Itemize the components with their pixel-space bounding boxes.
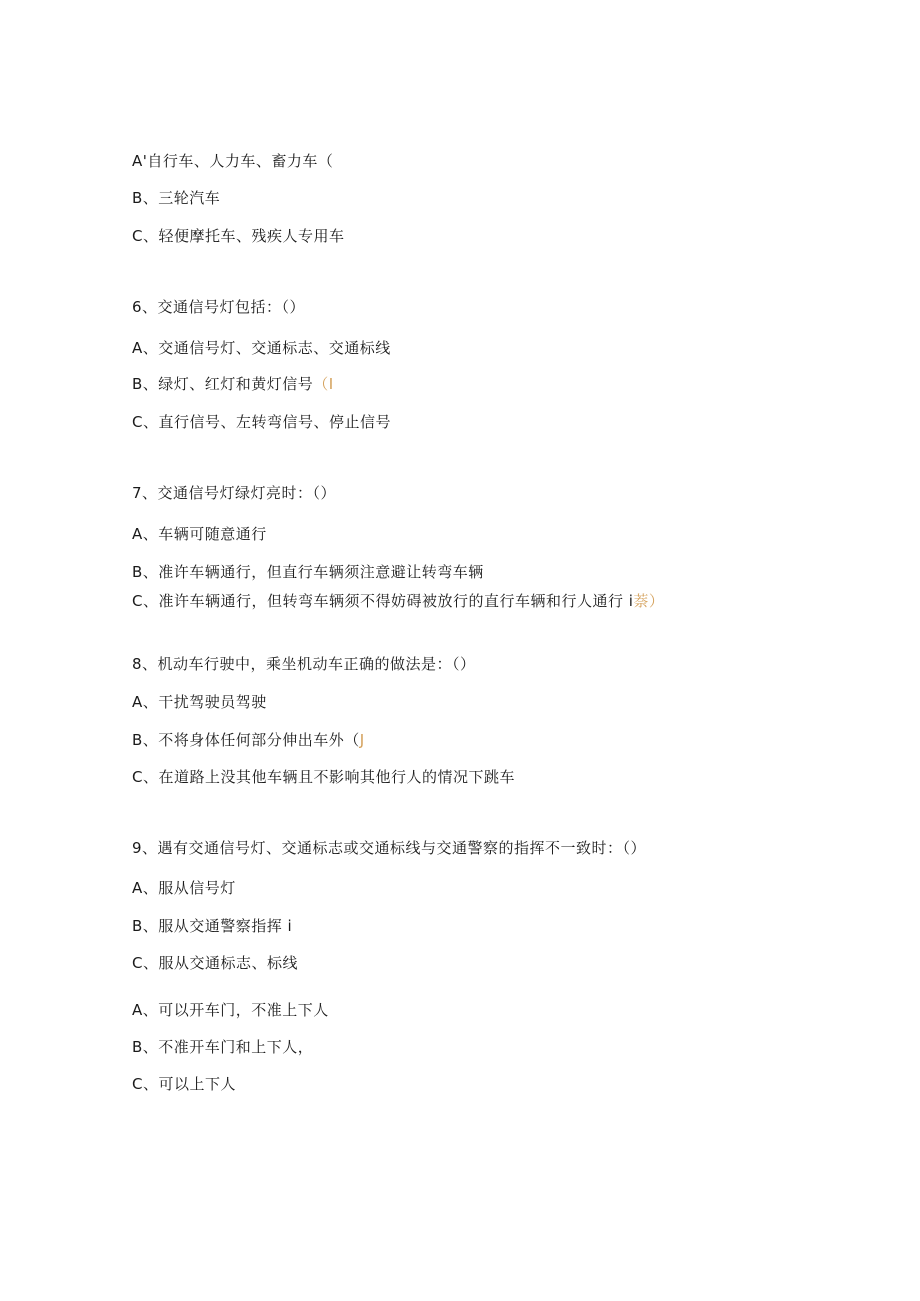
- q5-option-c-text: C、轻便摩托车、残疾人专用车: [132, 227, 345, 245]
- q8-question-text: 8、机动车行驶中，乘坐机动车正确的做法是：（）: [132, 655, 476, 673]
- q10-option-b: [132, 1037, 313, 1057]
- q8-option-a: [132, 692, 267, 712]
- q7-option-c: [132, 591, 664, 611]
- q10-option-b-text: B、不准开车门和上下人，: [132, 1038, 314, 1056]
- q7-question-text: 7、交通信号灯绿灯亮时：（）: [132, 484, 337, 502]
- q7-option-a-text: A、车辆可随意通行: [132, 525, 267, 543]
- q6-option-b: [132, 374, 334, 394]
- q9-option-b-text: B、服从交通警察指挥 i: [132, 917, 293, 935]
- q9-option-a: [132, 878, 236, 898]
- q10-option-a: [132, 1000, 329, 1020]
- q7-option-c-answer-mark: 萘）: [633, 592, 665, 610]
- q9-option-c: [132, 953, 298, 973]
- q5-option-a-text: A'自行车、人力车、畜力车（: [132, 152, 334, 170]
- q8-option-b-answer-mark: J: [359, 731, 365, 749]
- q10-option-c: [132, 1074, 236, 1094]
- q6-option-c-text: C、直行信号、左转弯信号、停止信号: [132, 413, 391, 431]
- q7-option-c-text: C、准许车辆通行，但转弯车辆须不得妨碍被放行的直行车辆和行人通行 i: [132, 592, 634, 610]
- q8-option-c-text: C、在道路上没其他车辆且不影响其他行人的情况下跳车: [132, 768, 515, 786]
- q8-option-b-text: B、不将身体任何部分伸出车外（: [132, 731, 360, 749]
- q8-question: [132, 654, 476, 674]
- q10-option-c-text: C、可以上下人: [132, 1075, 236, 1093]
- q5-option-c: [132, 226, 344, 246]
- q7-option-b-text: B、准许车辆通行，但直行车辆须注意避让转弯车辆: [132, 563, 484, 581]
- q6-question: [132, 297, 305, 317]
- q9-option-b: [132, 916, 292, 936]
- q7-option-b: [132, 562, 484, 582]
- q6-option-a: [132, 338, 391, 358]
- q5-option-b-text: B、三轮汽车: [132, 189, 221, 207]
- q6-option-a-text: A、交通信号灯、交通标志、交通标线: [132, 339, 391, 357]
- q10-option-a-text: A、可以开车门，不准上下人: [132, 1001, 329, 1019]
- q5-option-b: [132, 188, 220, 208]
- q6-option-b-text: B、绿灯、红灯和黄灯信号: [132, 375, 314, 393]
- q5-option-a: [132, 151, 333, 171]
- q6-option-c: [132, 412, 391, 432]
- q9-question: [132, 838, 646, 858]
- q7-option-a: [132, 524, 267, 544]
- q9-question-text: 9、遇有交通信号灯、交通标志或交通标线与交通警察的指挥不一致时：（）: [132, 839, 647, 857]
- q8-option-c: [132, 767, 515, 787]
- q6-option-b-answer-mark: （I: [313, 375, 334, 393]
- q9-option-c-text: C、服从交通标志、标线: [132, 954, 298, 972]
- q9-option-a-text: A、服从信号灯: [132, 879, 236, 897]
- q8-option-a-text: A、干扰驾驶员驾驶: [132, 693, 267, 711]
- q8-option-b: [132, 730, 365, 750]
- q7-question: [132, 483, 336, 503]
- q6-question-text: 6、交通信号灯包括：（）: [132, 298, 306, 316]
